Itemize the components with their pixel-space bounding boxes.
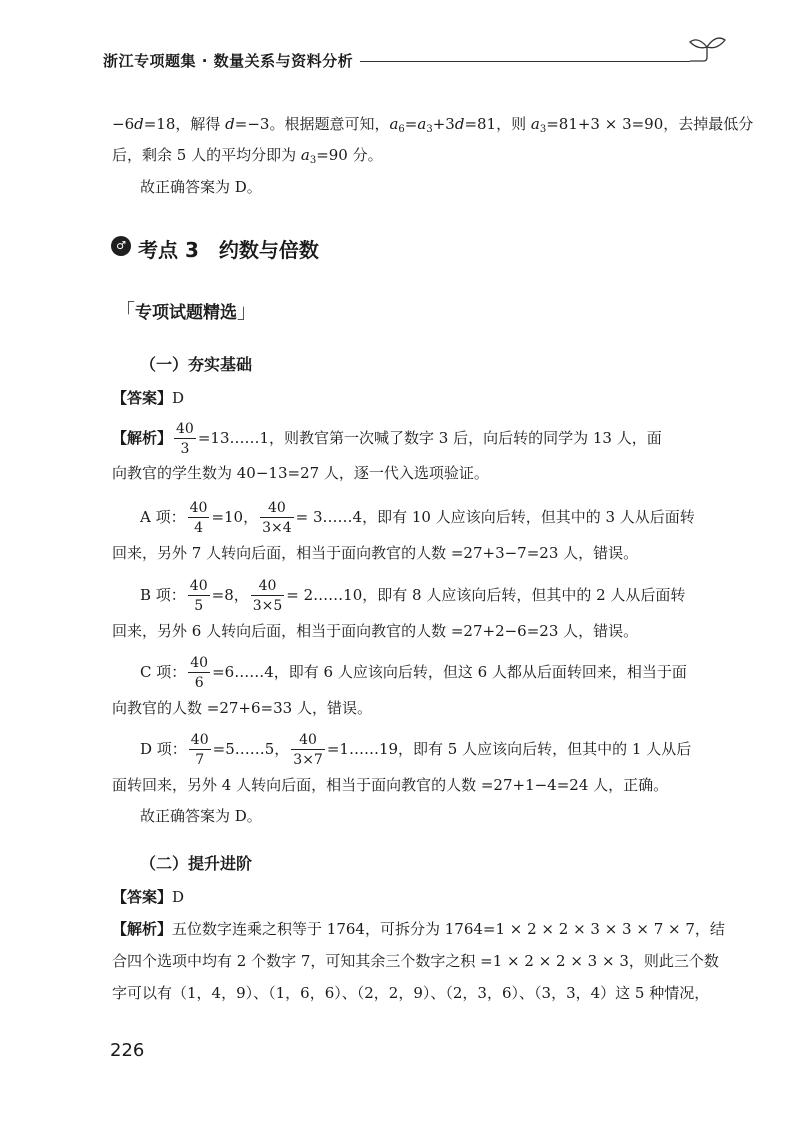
part1-analysis-line-2: 向教官的学生数为 40−13=27 人，逐一代入选项验证。 [112,464,489,482]
option-b-line-2: 回来，另外 6 人转向后面，相当于面向教官的人数 =27+2−6=23 人，错误。 [112,622,639,640]
section-title: 考点 3 约数与倍数 [138,238,319,262]
left-bracket: 「 [115,299,135,323]
option-c-line-1: C 项： $\frac{40}{6}$ =6……4，即有 6 人应该向后转，但这 6 人都从后面转回来，相当于面 [140,655,687,691]
page-number: 226 [110,1040,145,1061]
fraction: $\frac{40}{5}$ [189,578,208,614]
section-bullet-icon: ♂ [111,236,131,256]
fraction: $\frac{40}{6}$ [190,655,209,691]
fraction: $\frac{40}{3\times 4}$ [262,500,292,536]
fraction: $\frac{40}{3\times 7}$ [293,732,323,768]
fraction: $\frac{40}{3}$ [176,421,194,457]
intro-conclusion: 故正确答案为 D。 [140,178,262,196]
right-bracket: 」 [237,299,257,323]
part2-analysis-line-3: 字可以有（1，4，9）、（1，6，6）、（2，2，9）、（2，3，6）、（3，3，4）这 5 种情况， [112,984,710,1002]
selection-title: 专项试题精选 [135,303,237,323]
sprout-icon [680,30,730,70]
part2-analysis-line-1: 【解析】五位数字连乘之积等于 1764，可拆分为 1764=1 × 2 × 2 × 3 × 3 × 7 × 7，结 [112,920,725,938]
option-d-line-2: 面转回来，另外 4 人转向后面，相当于面向教官的人数 =27+1−4=24 人，正确。 [112,776,669,794]
intro-line-2: 后，剩余 5 人的平均分即为 $a_3=90$ 分。 [112,146,383,166]
part2-answer: 【答案】D [112,888,185,906]
fraction: $\frac{40}{4}$ [189,500,208,536]
part2-analysis-line-2: 合四个选项中均有 2 个数字 7，可知其余三个数字之积 =1 × 2 × 2 × 3 × 3，则此三个数 [112,952,719,970]
option-a-line-2: 回来，另外 7 人转向后面，相当于面向教官的人数 =27+3−7=23 人，错误。 [112,544,639,562]
selection-heading [115,295,257,324]
part2-heading: （二）提升进阶 [140,854,253,873]
running-header-title: 浙江专项题集 · 数量关系与资料分析 [103,52,354,70]
option-b-line-1: B 项： $\frac{40}{5}$ =8， $\frac{40}{3\times 5}$ = 2……10，即有 8 人应该向后转，但其中的 2 人从后面转 [140,578,686,614]
option-d-line-1: D 项： $\frac{40}{7}$ =5……5， $\frac{40}{3\times 7}$ =1……19，即有 5 人应该向后转，但其中的 1 人从后 [140,732,692,768]
part1-answer: 【答案】D [112,389,185,407]
part1-conclusion: 故正确答案为 D。 [140,807,262,825]
fraction: $\frac{40}{3\times 5}$ [252,578,283,614]
fraction: $\frac{40}{7}$ [190,732,209,768]
header-rule [360,61,690,62]
part1-analysis-line-1: 【解析】 $\frac{40}{3}$ =13……1，则教官第一次喊了数字 3 后，向后转的同学为 13 人，面 [112,421,662,457]
option-c-line-2: 向教官的人数 =27+6=33 人，错误。 [112,699,372,717]
part1-heading: （一）夯实基础 [140,355,253,374]
option-a-line-1: A 项： $\frac{40}{4}$ =10， $\frac{40}{3\times 4}$ = 3……4，即有 10 人应该向后转，但其中的 3 人从后面转 [140,500,695,536]
intro-line-1: −6d=18，解得 d=−3。根据题意可知，$a_6=a_3+3d=81$，则 $a_3=81+3 \times 3=90$，去掉最低分 [112,115,754,135]
